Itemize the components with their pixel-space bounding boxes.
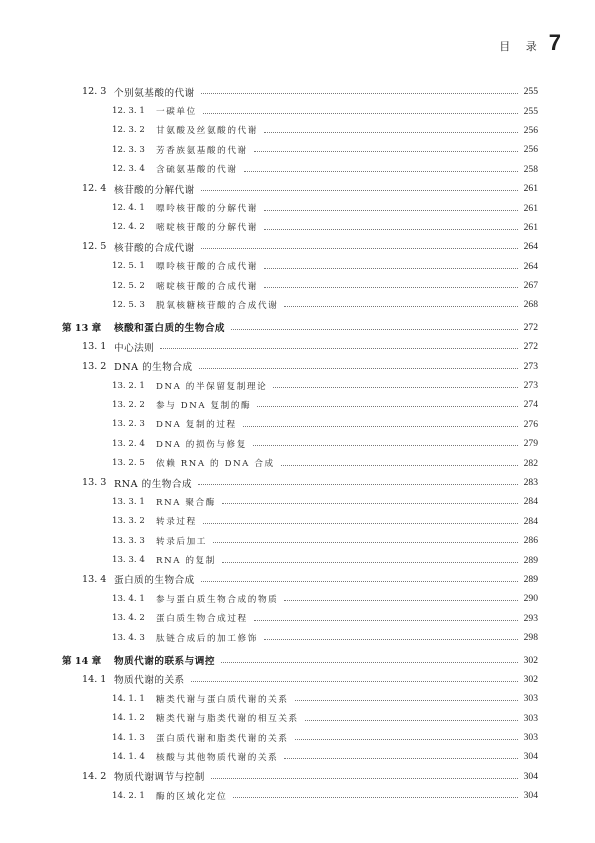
toc-entry-title: 参与 DNA 复制的酶 [156,400,252,411]
toc-entry-number: 12. 5. 3 [112,299,145,310]
toc-entry-title: 嘧啶核苷酸的合成代谢 [156,281,258,292]
toc-subsection-entry[interactable] [62,728,538,747]
toc-entry-title: 糖类代谢与脂类代谢的相互关系 [156,714,299,725]
toc-entry-page: 276 [523,418,538,430]
toc-subsection-entry[interactable] [62,257,538,276]
toc-entry-page: 264 [523,260,538,272]
toc-entry-title: 糖类代谢与蛋白质代谢的关系 [156,694,289,705]
toc-entry-number: 12. 5. 2 [112,280,145,291]
toc-subsection-entry[interactable] [62,709,538,728]
toc-entry-page: 261 [523,221,538,233]
toc-entry-title: 肽链合成后的加工修饰 [156,633,258,644]
toc-entry-title: 酶的区域化定位 [156,791,228,802]
toc-entry-number: 12. 3. 4 [112,164,145,175]
toc-entry-page: 304 [523,770,538,782]
dot-leader [201,93,518,94]
toc-entry-page: 256 [523,144,538,156]
toc-entry-number: 13. 2. 3 [112,419,145,430]
toc-entry-title: 转录后加工 [156,536,207,547]
toc-subsection-entry[interactable] [62,140,538,159]
toc-entry-page: 256 [523,124,538,136]
toc-entry-page: 261 [523,183,538,195]
page-header [499,30,561,56]
toc-entry-number: 13. 1 [82,341,107,353]
toc-entry-number: 13. 4 [82,573,107,585]
toc-subsection-entry[interactable] [62,218,538,237]
dot-leader [201,581,518,582]
toc-entry-page: 279 [523,438,538,450]
table-of-contents [62,82,538,805]
toc-entry-title: DNA 的损伤与修复 [156,439,247,450]
toc-subsection-entry[interactable] [62,786,538,805]
dot-leader [264,229,518,230]
toc-entry-page: 289 [523,554,538,566]
toc-section-entry[interactable] [62,237,538,256]
toc-entry-number: 13. 3. 4 [112,555,145,566]
dot-leader [191,681,518,682]
dot-leader [201,190,518,191]
toc-subsection-entry[interactable] [62,453,538,472]
toc-section-entry[interactable] [62,670,538,689]
dot-leader [231,329,518,330]
toc-entry-page: 268 [523,299,538,311]
toc-subsection-entry[interactable] [62,121,538,140]
dot-leader [264,210,518,211]
toc-entry-page: 302 [523,654,538,666]
dot-leader [160,348,517,349]
dot-leader [305,720,518,721]
toc-subsection-entry[interactable] [62,492,538,511]
toc-entry-page: 284 [523,496,538,508]
toc-entry-title: DNA 复制的过程 [156,420,237,431]
toc-subsection-entry[interactable] [62,550,538,569]
toc-entry-page: 258 [523,163,538,175]
toc-entry-page: 272 [523,321,538,333]
toc-entry-number: 14. 1. 4 [112,751,145,762]
dot-leader [284,758,517,759]
toc-subsection-entry[interactable] [62,589,538,608]
toc-entry-number: 12. 4. 2 [112,222,145,233]
toc-subsection-entry[interactable] [62,101,538,120]
dot-leader [273,387,517,388]
toc-entry-number: 12. 3 [82,86,107,98]
toc-entry-title: 核苷酸的合成代谢 [114,242,195,254]
dot-leader [281,465,518,466]
toc-chapter-entry[interactable] [62,318,538,337]
toc-entry-page: 255 [523,86,538,98]
toc-entry-title: 物质代谢的关系 [114,675,185,687]
toc-entry-title: 依赖 RNA 的 DNA 合成 [156,459,275,470]
toc-entry-title: 蛋白质代谢和脂类代谢的关系 [156,733,289,744]
toc-subsection-entry[interactable] [62,395,538,414]
toc-entry-title: DNA 的生物合成 [114,362,193,374]
toc-entry-number: 13. 3. 1 [112,496,145,507]
dot-leader [254,151,518,152]
toc-entry-page: 283 [523,477,538,488]
toc-entry-title: 参与蛋白质生物合成的物质 [156,594,279,605]
toc-entry-number: 12. 5. 1 [112,261,145,272]
toc-entry-number: 第 14 章 [62,656,102,668]
dot-leader [264,287,518,288]
toc-entry-page: 293 [523,612,538,624]
dot-leader [284,600,517,601]
toc-subsection-entry[interactable] [62,628,538,647]
toc-entry-title: 嘌呤核苷酸的分解代谢 [156,204,258,215]
toc-subsection-entry[interactable] [62,609,538,628]
toc-entry-number: 第 13 章 [62,323,102,335]
toc-subsection-entry[interactable] [62,531,538,550]
toc-entry-title: 嘧啶核苷酸的分解代谢 [156,223,258,234]
toc-entry-number: 14. 1. 2 [112,713,145,724]
toc-entry-title: 蛋白质生物合成过程 [156,614,248,625]
toc-entry-page: 290 [523,593,538,605]
toc-entry-page: 284 [523,515,538,527]
toc-subsection-entry[interactable] [62,376,538,395]
toc-entry-title: 一碳单位 [156,107,197,118]
dot-leader [295,700,518,701]
toc-entry-page: 255 [523,105,538,117]
dot-leader [295,739,518,740]
toc-entry-title: 个别氨基酸的代谢 [114,87,195,99]
toc-entry-number: 12. 4 [82,183,107,195]
toc-entry-page: 261 [523,202,538,214]
toc-entry-page: 273 [523,380,538,392]
toc-entry-number: 14. 1 [82,673,107,685]
dot-leader [284,306,517,307]
toc-entry-title: DNA 的半保留复制理论 [156,381,268,392]
toc-entry-title: 转录过程 [156,517,197,528]
toc-entry-page: 302 [523,673,538,685]
toc-entry-number: 13. 3. 2 [112,516,145,527]
toc-entry-page: 272 [523,341,538,353]
toc-entry-number: 13. 2. 4 [112,438,145,449]
dot-leader [222,503,518,504]
toc-entry-title: 甘氨酸及丝氨酸的代谢 [156,126,258,137]
toc-entry-title: 脱氧核糖核苷酸的合成代谢 [156,300,279,311]
toc-entry-number: 12. 3. 3 [112,144,145,155]
dot-leader [254,620,518,621]
toc-entry-page: 303 [523,712,538,724]
toc-section-entry[interactable] [62,337,538,356]
dot-leader [213,542,518,543]
toc-entry-title: 嘌呤核苷酸的合成代谢 [156,262,258,273]
toc-entry-title: 含硫氨基酸的代谢 [156,165,238,176]
toc-entry-page: 304 [523,751,538,763]
toc-entry-page: 264 [523,241,538,253]
dot-leader [211,778,518,779]
toc-entry-number: 12. 3. 1 [112,106,145,117]
dot-leader [233,797,517,798]
toc-section-entry[interactable] [62,356,538,375]
dot-leader [198,484,518,485]
toc-section-entry[interactable] [62,570,538,589]
toc-entry-number: 13. 4. 2 [112,613,145,624]
toc-entry-number: 12. 5 [82,241,107,253]
section-label: 目 录 [499,40,543,53]
dot-leader [203,113,518,114]
toc-subsection-entry[interactable] [62,198,538,217]
toc-section-entry[interactable] [62,473,538,492]
toc-entry-number: 14. 2 [82,770,107,782]
toc-entry-title: 中心法则 [114,342,155,354]
dot-leader [203,523,518,524]
toc-entry-page: 273 [523,360,538,372]
dot-leader [264,132,518,133]
toc-entry-number: 13. 3 [82,477,107,488]
toc-entry-title: RNA 的复制 [156,556,216,567]
toc-entry-number: 13. 2. 5 [112,458,145,469]
toc-chapter-entry[interactable] [62,650,538,669]
toc-entry-page: 282 [523,457,538,469]
toc-entry-page: 298 [523,632,538,644]
toc-subsection-entry[interactable] [62,512,538,531]
toc-entry-number: 12. 3. 2 [112,125,145,136]
toc-entry-number: 13. 4. 3 [112,632,145,643]
toc-entry-title: 物质代谢的联系与调控 [114,656,215,668]
page-number: 7 [548,30,561,55]
toc-section-entry[interactable] [62,767,538,786]
toc-subsection-entry[interactable] [62,434,538,453]
toc-entry-title: 核酸和蛋白质的生物合成 [114,323,226,335]
toc-entry-page: 289 [523,573,538,585]
toc-entry-page: 286 [523,535,538,547]
toc-entry-number: 13. 2. 1 [112,380,145,391]
toc-entry-page: 303 [523,693,538,705]
dot-leader [264,268,518,269]
toc-subsection-entry[interactable] [62,295,538,314]
toc-entry-number: 12. 4. 1 [112,203,145,214]
toc-entry-number: 13. 2 [82,360,107,372]
toc-entry-number: 13. 3. 3 [112,535,145,546]
dot-leader [243,426,518,427]
toc-entry-title: 蛋白质的生物合成 [114,575,195,587]
toc-entry-number: 14. 1. 1 [112,693,145,704]
toc-subsection-entry[interactable] [62,689,538,708]
toc-entry-number: 14. 2. 1 [112,790,145,801]
dot-leader [257,406,517,407]
toc-entry-number: 13. 4. 1 [112,593,145,604]
dot-leader [264,639,518,640]
dot-leader [199,368,518,369]
toc-entry-title: RNA 的生物合成 [114,478,193,490]
toc-entry-number: 14. 1. 3 [112,732,145,743]
toc-subsection-entry[interactable] [62,747,538,766]
toc-subsection-entry[interactable] [62,160,538,179]
toc-entry-title: 芳香族氨基酸的代谢 [156,145,248,156]
toc-entry-page: 267 [523,280,538,292]
dot-leader [222,562,518,563]
dot-leader [221,662,518,663]
toc-entry-page: 274 [523,399,538,411]
toc-entry-title: 核苷酸的分解代谢 [114,184,195,196]
toc-section-entry[interactable] [62,82,538,101]
dot-leader [253,445,518,446]
toc-entry-page: 304 [523,790,538,802]
toc-entry-title: RNA 聚合酶 [156,497,216,508]
toc-subsection-entry[interactable] [62,415,538,434]
dot-leader [244,171,518,172]
toc-entry-number: 13. 2. 2 [112,399,145,410]
toc-subsection-entry[interactable] [62,276,538,295]
dot-leader [201,248,518,249]
toc-entry-title: 核酸与其他物质代谢的关系 [156,752,279,763]
toc-entry-title: 物质代谢调节与控制 [114,772,205,784]
toc-entry-page: 303 [523,732,538,744]
toc-section-entry[interactable] [62,179,538,198]
